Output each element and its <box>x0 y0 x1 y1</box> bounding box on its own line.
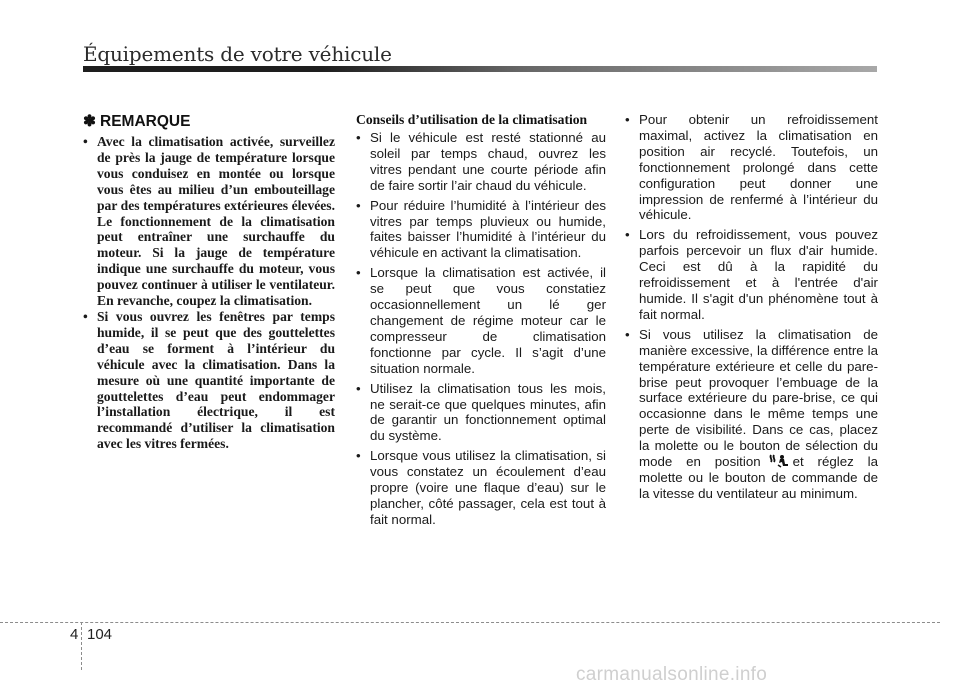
conseil-item-text: Si le véhicule est resté stationné au soleil par temps chaud, ouvrez les vitres pendant une courte période afin de faire sortir l’air chaud du véhicule. <box>370 130 606 193</box>
remarque-heading <box>83 112 335 131</box>
star-icon: ✽ <box>83 113 96 130</box>
bullet: • <box>356 130 361 145</box>
remarque-list <box>83 134 335 452</box>
remarque-heading-text: REMARQUE <box>100 113 191 130</box>
footer-separator <box>81 622 82 670</box>
conseils-column <box>356 112 606 532</box>
bullet: • <box>356 448 361 464</box>
conseils-title: Conseils d’utilisation de la climatisation <box>356 112 588 127</box>
bullet: • <box>625 227 630 243</box>
list-item <box>356 448 606 528</box>
bullet: • <box>625 326 630 342</box>
list-item <box>625 227 878 322</box>
list-item <box>356 381 606 445</box>
conseil-item-text: Pour réduire l’humidité à l’intérieur des vitres par temps pluvieux ou humide, faites baisser l’humidité à l’intérieur du véhicule en activant la climatisation. <box>370 197 606 261</box>
conseils-continued-list <box>625 112 878 502</box>
bullet: • <box>356 265 361 281</box>
conseil-item-text: Lorsque la climatisation est activée, il se peut que vous constatiez occasionnellement un lé ger changement de régime moteur car le compresseur de climatisation fonctionne par cycle. Il s’agit d’une situation normale. <box>370 265 606 376</box>
conseils-continued-column <box>625 112 878 506</box>
list-item <box>83 309 335 452</box>
conseil-item-text-end: et réglez la molette ou le bouton de commande de la vitesse du ventilateur au minimum. <box>639 454 878 501</box>
list-item <box>356 130 606 194</box>
list-item <box>356 198 606 262</box>
conseil-item-text: Lors du refroidissement, vous pouvez parfois percevoir un flux d'air humide. Ceci est dû à la rapidité du refroidissement et à l'entrée d'air humide. Il s'agit d'un phénomène tout à fait normal. <box>639 227 878 322</box>
list-item <box>356 265 606 376</box>
list-item <box>625 327 878 502</box>
conseils-list <box>356 130 606 528</box>
bullet: • <box>83 134 88 149</box>
header-rule <box>83 66 877 72</box>
list-item <box>625 112 878 223</box>
footer-rule <box>0 622 940 623</box>
watermark: carmanualsonline.info <box>576 664 768 685</box>
floor-defrost-mode-icon <box>763 454 791 468</box>
conseil-item-text: Lorsque vous utilisez la climatisation, si vous constatez un écoulement d’eau propre (voire une flaque d’eau) sur le plancher, côté passager, cela est tout à fait normal. <box>370 448 606 527</box>
bullet: • <box>356 197 361 213</box>
conseil-item-text: Pour obtenir un refroidissement maximal, activez la climatisation en position air recyclé. Toutefois, un fonctionnement prolongé dans cette configuration peut donner une impression de renfermé à l’intérieur du véhicule. <box>639 112 878 223</box>
remarque-column <box>83 112 335 452</box>
chapter-number: 4 <box>70 626 79 643</box>
conseil-item-text: Utilisez la climatisation tous les mois, ne serait-ce que quelques minutes, afin de garantir un fonctionnement optimal du système. <box>370 380 606 444</box>
bullet: • <box>625 112 630 127</box>
page-number: 104 <box>87 626 113 643</box>
list-item <box>83 134 335 309</box>
bullet: • <box>356 380 361 396</box>
remarque-item-text: Avec la climatisation activée, surveillez de près la jauge de température lorsque vous conduisez en montée ou lorsque vous êtes au milieu d’un embouteillage par des températures extérieures élevées. Le fonctionnement de la climatisation peut entraîner une surchauffe du moteur. Si la jauge de température indique une surchauffe du moteur, vous pouvez continuer à utiliser le ventilateur. En revanche, coupez la climatisation. <box>97 134 335 309</box>
conseil-item-text: Si vous utilisez la climatisation de manière excessive, la différence entre la température extérieure et celle du pare-brise peut provoquer l’embuage de la surface extérieure du pare-brise, ce qui occasionne dans le même temps une perte de visibilité. Dans ce cas, placez la molette ou le bouton de sélection du mode en position <box>639 326 878 470</box>
remarque-item-text: Si vous ouvrez les fenêtres par temps humide, il se peut que des gouttelettes d’eau se forment à l’intérieur du véhicule avec la climatisation. Dans la mesure où une quantité importante de gouttelettes d’eau peut endommager l’installation électrique, il est recommandé d’utiliser la climatisation avec les vitres fermées. <box>97 308 335 452</box>
bullet: • <box>83 308 88 324</box>
page-header-title: Équipements de votre véhicule <box>83 42 392 66</box>
